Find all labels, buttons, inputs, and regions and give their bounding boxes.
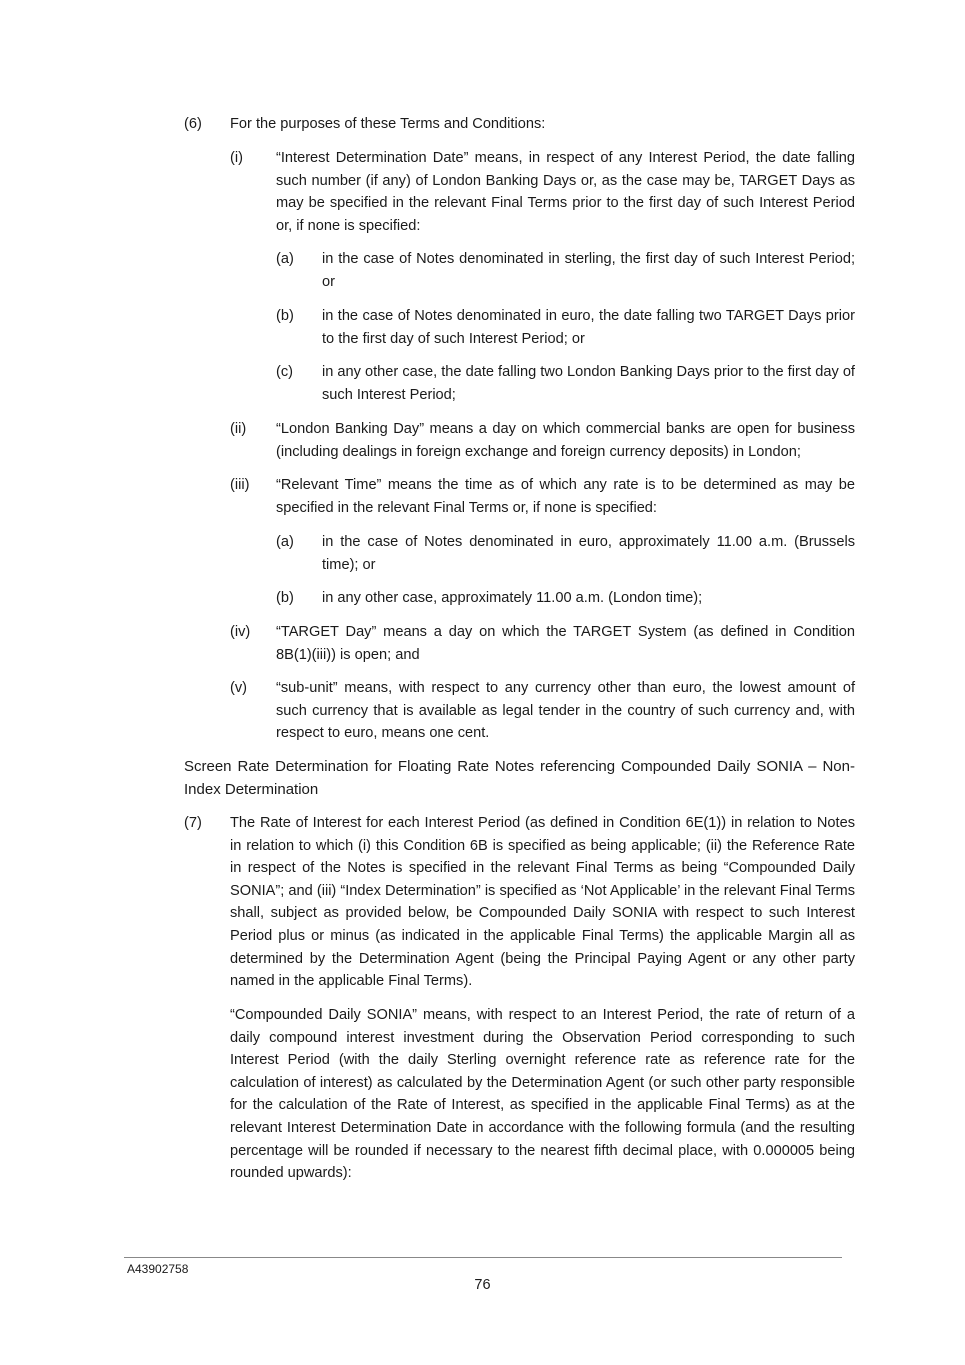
- item-text: “Relevant Time” means the time as of which any rate is to be determined as may be specified in the relevant Final Terms or, if none is specified:: [276, 477, 855, 516]
- clause-7: [184, 812, 855, 993]
- clause-6: [184, 113, 855, 136]
- item-text: “Interest Determination Date” means, in respect of any Interest Period, the date falling such number (if any) of London Banking Days or, as the case may be, TARGET Days as may be specified in the relevant Final Terms prior to the first day of such Interest Period or, if none is specified:: [276, 150, 855, 234]
- definition-item: [230, 621, 855, 666]
- clause-text: The Rate of Interest for each Interest Period (as defined in Condition 6E(1)) in relation to Notes in relation to which (i) this Condition 6B is specified as being applicable; (ii) the Reference Rate in respect of the Notes is specified in the relevant Final Terms as being “Compounded Daily SONIA”; and (iii) “Index Determination” is specified as ‘Not Applicable’ in the relevant Final Terms shall, subject as provided below, be Compounded Daily SONIA with respect to such Interest Period plus or minus (as indicated in the applicable Final Terms) the applicable Margin all as determined by the Determination Agent (being the Principal Paying Agent or any other party named in the applicable Final Terms).: [230, 815, 855, 990]
- item-text: “sub-unit” means, with respect to any currency other than euro, the lowest amount of such currency that is available as legal tender in the country of such currency and, with respect to euro, means one cent.: [276, 680, 855, 742]
- page-number: 76: [474, 1277, 491, 1293]
- compounded-daily-sonia-definition: “Compounded Daily SONIA” means, with respect to an Interest Period, the rate of return of a daily compound interest investment during the Observation Period corresponding to such Interest Period (with the daily Sterling overnight reference rate as reference rate for the calculation of interest) as calculated by the Determination Agent (or such other party responsible for the calculation of the Rate of Interest, as specified in the applicable Final Terms) as at the relevant Interest Determination Date in accordance with the following formula (and the resulting percentage will be rounded if necessary to the nearest fifth decimal place, with 0.000005 being rounded upwards):: [230, 1007, 855, 1182]
- item-text: “London Banking Day” means a day on which commercial banks are open for business (including dealings in foreign exchange and foreign currency deposits) in London;: [276, 421, 855, 460]
- sub-item: [276, 305, 855, 350]
- clause-text: For the purposes of these Terms and Conditions:: [230, 116, 546, 132]
- sub-item-text: in the case of Notes denominated in euro, the date falling two TARGET Days prior to the first day of such Interest Period; or: [322, 308, 855, 347]
- definition-item: [230, 147, 855, 237]
- item-number: (iv): [230, 624, 251, 640]
- item-number: (ii): [230, 421, 247, 437]
- sub-item-number: (b): [276, 590, 294, 606]
- sub-item-number: (a): [276, 534, 294, 550]
- clause-number: (6): [184, 116, 202, 132]
- document-reference: A43902758: [127, 1262, 189, 1276]
- sub-item-number: (b): [276, 308, 294, 324]
- definition-item: [230, 418, 855, 463]
- sub-item-text: in the case of Notes denominated in euro, approximately 11.00 a.m. (Brussels time); or: [322, 534, 855, 573]
- clause-number: (7): [184, 815, 202, 831]
- sub-item-number: (c): [276, 364, 294, 380]
- item-text: “TARGET Day” means a day on which the TARGET System (as defined in Condition 8B(1)(iii)) is open; and: [276, 624, 855, 663]
- item-number: (i): [230, 150, 243, 166]
- sub-item-number: (a): [276, 251, 294, 267]
- footer-divider: [124, 1257, 842, 1258]
- section-heading: Screen Rate Determination for Floating Rate Notes referencing Compounded Daily SONIA – Non-Index Determination: [184, 758, 855, 798]
- definition-item: [230, 677, 855, 745]
- sub-item: [276, 248, 855, 293]
- sub-item-text: in the case of Notes denominated in sterling, the first day of such Interest Period; or: [322, 251, 855, 290]
- sub-item: [276, 587, 855, 610]
- sub-item: [276, 531, 855, 576]
- item-number: (iii): [230, 477, 250, 493]
- sub-item-text: in any other case, approximately 11.00 a.m. (London time);: [322, 590, 703, 606]
- sub-item: [276, 361, 855, 406]
- sub-item-text: in any other case, the date falling two London Banking Days prior to the first day of such Interest Period;: [322, 364, 855, 403]
- definition-item: [230, 474, 855, 519]
- item-number: (v): [230, 680, 248, 696]
